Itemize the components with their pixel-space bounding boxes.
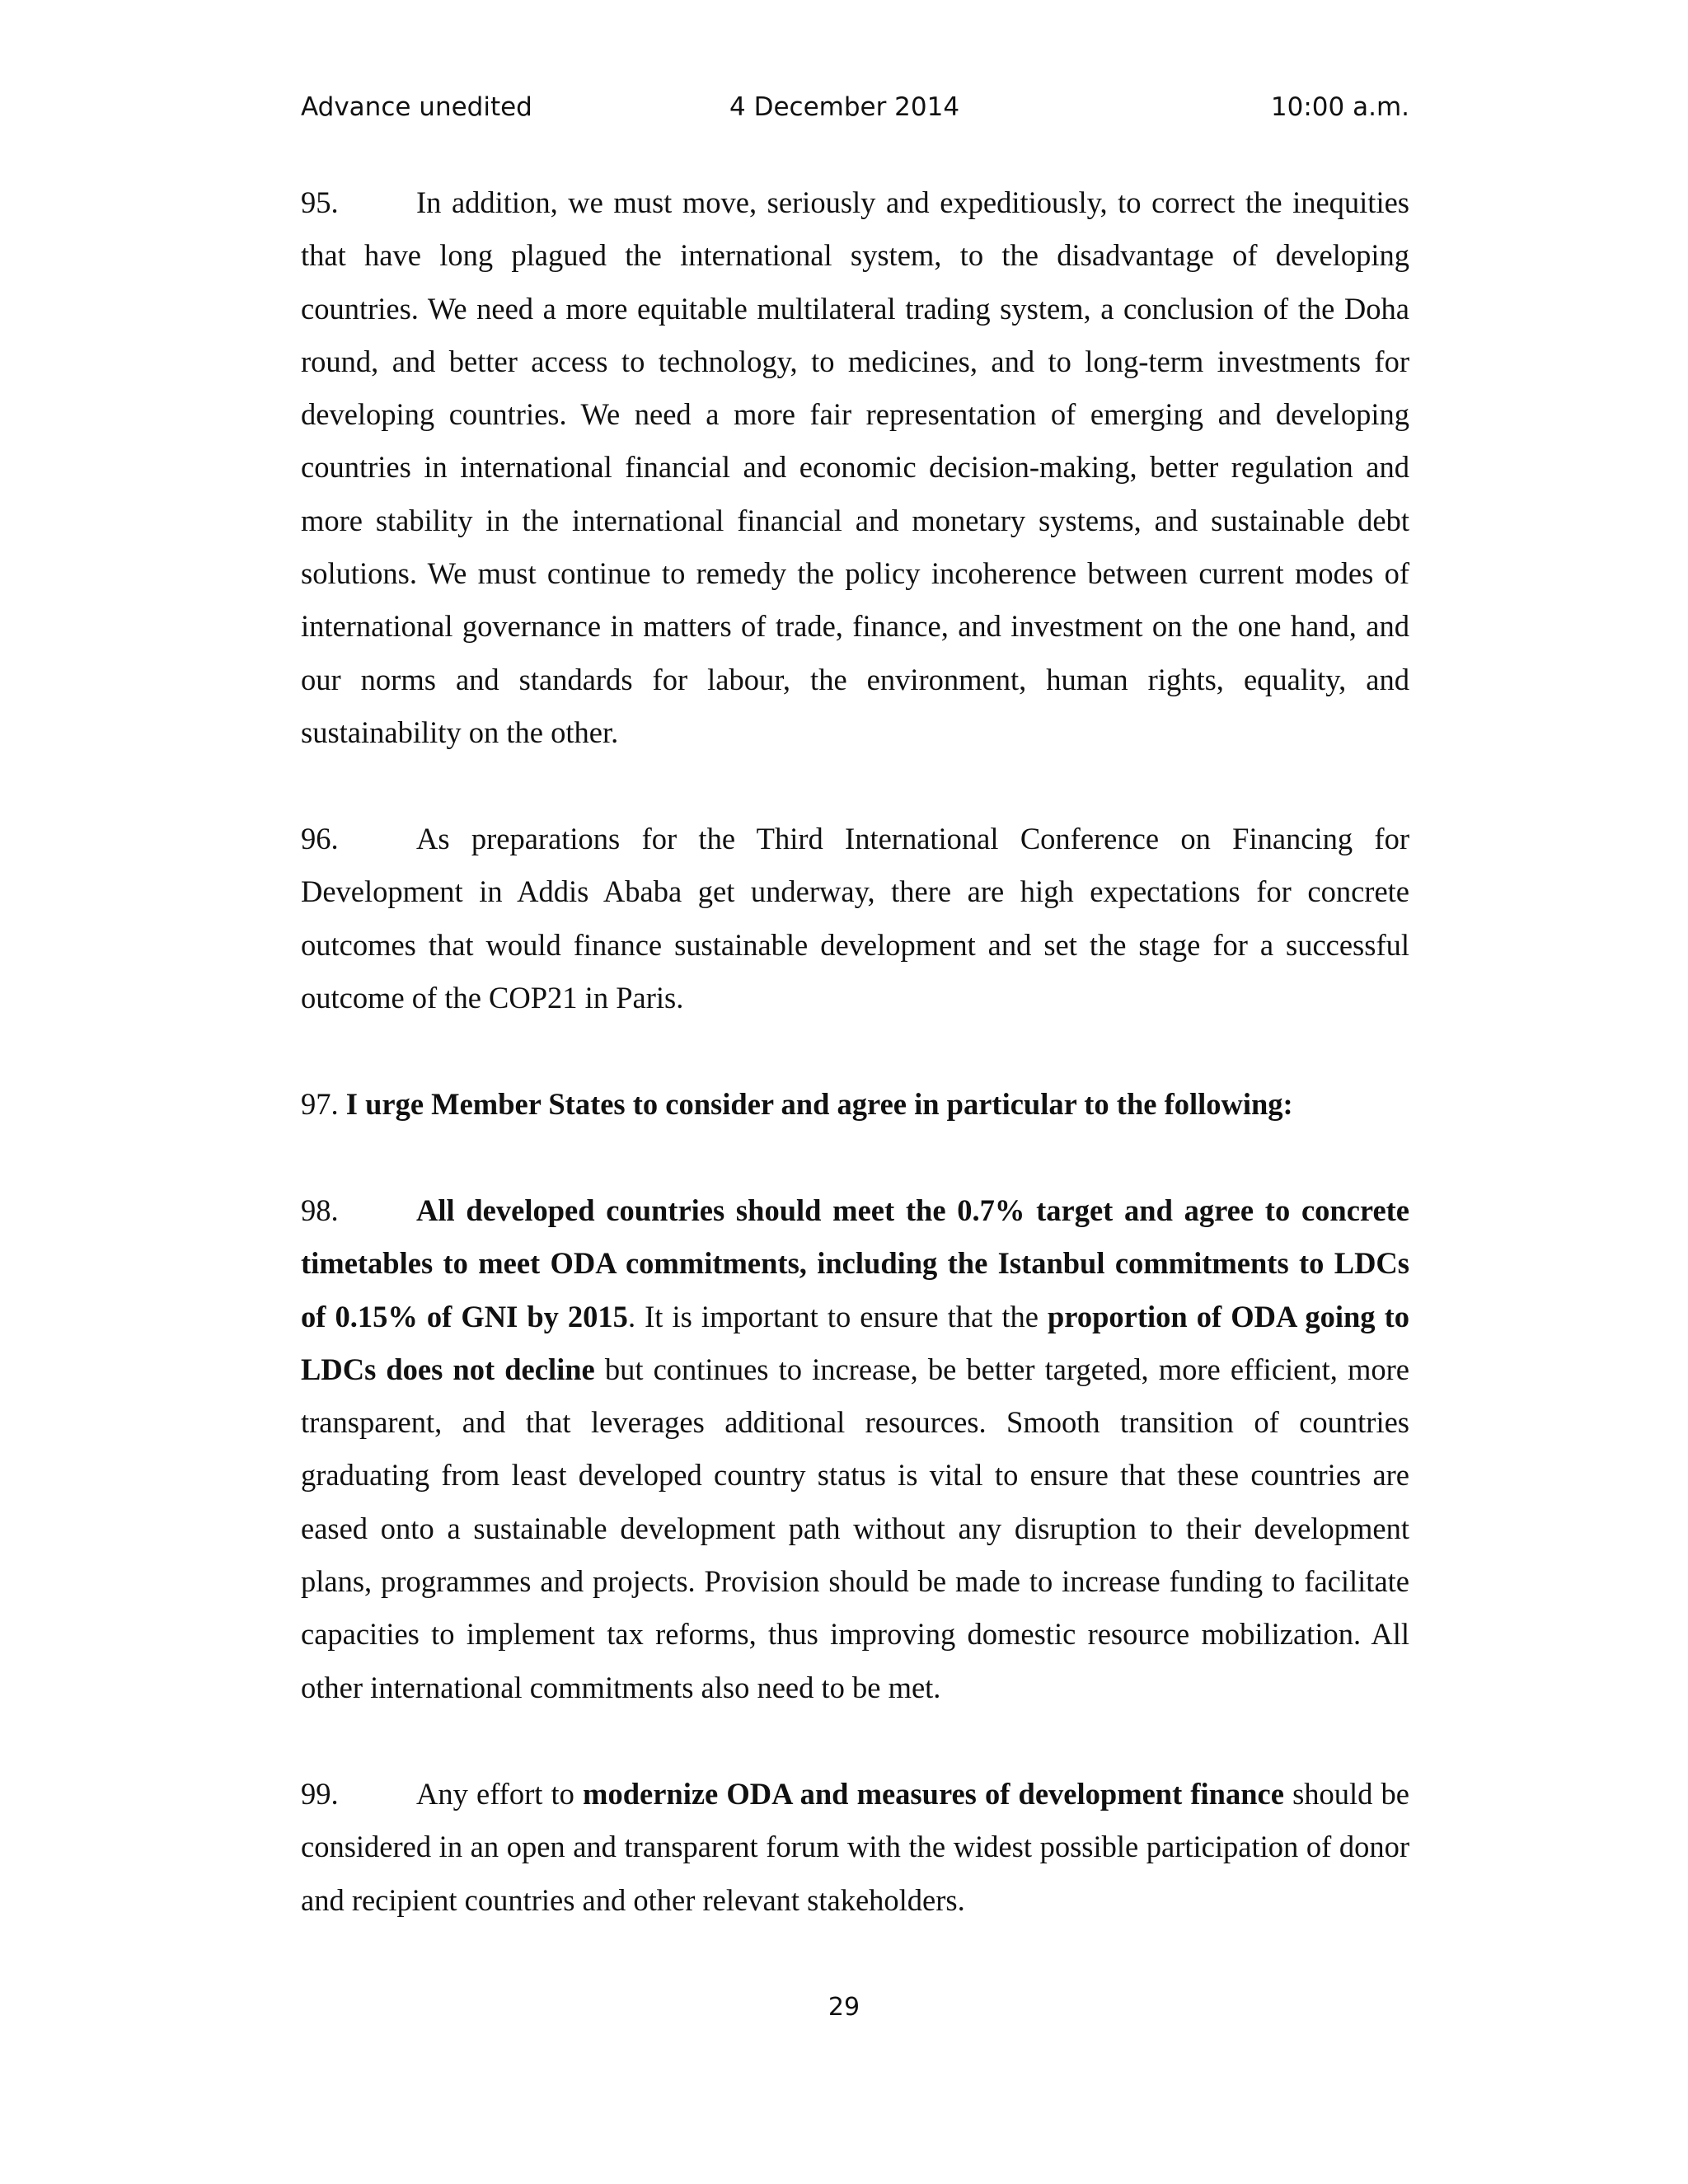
- page-header: [301, 92, 1409, 132]
- paragraph-96: [301, 813, 1409, 1024]
- header-date: 4 December 2014: [729, 92, 960, 122]
- paragraph-95: [301, 176, 1409, 759]
- paragraph-text: As preparations for the Third International Conference on Financing for Development in Addis Ababa get underway, there are high expectations for concrete outcomes that would finance sustainable development and set the stage for a successful outcome of the COP21 in Paris.: [301, 822, 1409, 1015]
- paragraph-number: 97.: [301, 1087, 339, 1121]
- paragraph-99: [301, 1768, 1409, 1927]
- paragraph-bold-text: All developed countries should meet the 0.7% target and agree to concrete timetables to meet ODA commitments, including the Istanbul commitments to LDCs of 0.15% of GNI by 2015: [301, 1193, 1409, 1333]
- header-status: Advance unedited: [301, 92, 532, 122]
- paragraph-text: . It is important to ensure that the: [627, 1299, 1048, 1333]
- paragraph-text: Any effort to: [416, 1777, 584, 1811]
- paragraph-number: 95.: [301, 185, 339, 219]
- header-time: 10:00 a.m.: [1270, 92, 1409, 122]
- page-number: 29: [828, 1993, 860, 2022]
- paragraph-number: 96.: [301, 822, 339, 855]
- paragraph-text: should be considered in an open and transparent forum with the widest possible participation of donor and recipient countries and other relevant stakeholders.: [301, 1777, 1409, 1917]
- paragraph-bold-text: modernize ODA and measures of development finance: [583, 1777, 1284, 1811]
- paragraph-98: [301, 1184, 1409, 1714]
- paragraph-text: but continues to increase, be better targeted, more efficient, more transparent, and that leverages additional resources. Smooth transition of countries graduating from least developed country status is vital to ensure that these countries are eased onto a sustainable development path without any disruption to their development plans, programmes and projects. Provision should be made to increase funding to facilitate capacities to implement tax reforms, thus improving domestic resource mobilization. All other international commitments also need to be met.: [301, 1352, 1409, 1704]
- paragraph-number: 99.: [301, 1777, 339, 1811]
- paragraph-97: [301, 1078, 1409, 1131]
- paragraph-text: In addition, we must move, seriously and expeditiously, to correct the inequities that have long plagued the international system, to the disadvantage of developing countries. We need a more equitable multilateral trading system, a conclusion of the Doha round, and better access to technology, to medicines, and to long-term investments for developing countries. We need a more fair representation of emerging and developing countries in international financial and economic decision-making, better regulation and more stability in the international financial and monetary systems, and sustainable debt solutions. We must continue to remedy the policy incoherence between current modes of international governance in matters of trade, finance, and investment on the one hand, and our norms and standards for labour, the environment, human rights, equality, and sustainability on the other.: [301, 185, 1409, 749]
- paragraph-bold-text: proportion of ODA going to LDCs does not decline: [301, 1299, 1409, 1386]
- paragraph-bold-text: I urge Member States to consider and agree in particular to the following:: [345, 1087, 1293, 1121]
- paragraph-number: 98.: [301, 1193, 339, 1227]
